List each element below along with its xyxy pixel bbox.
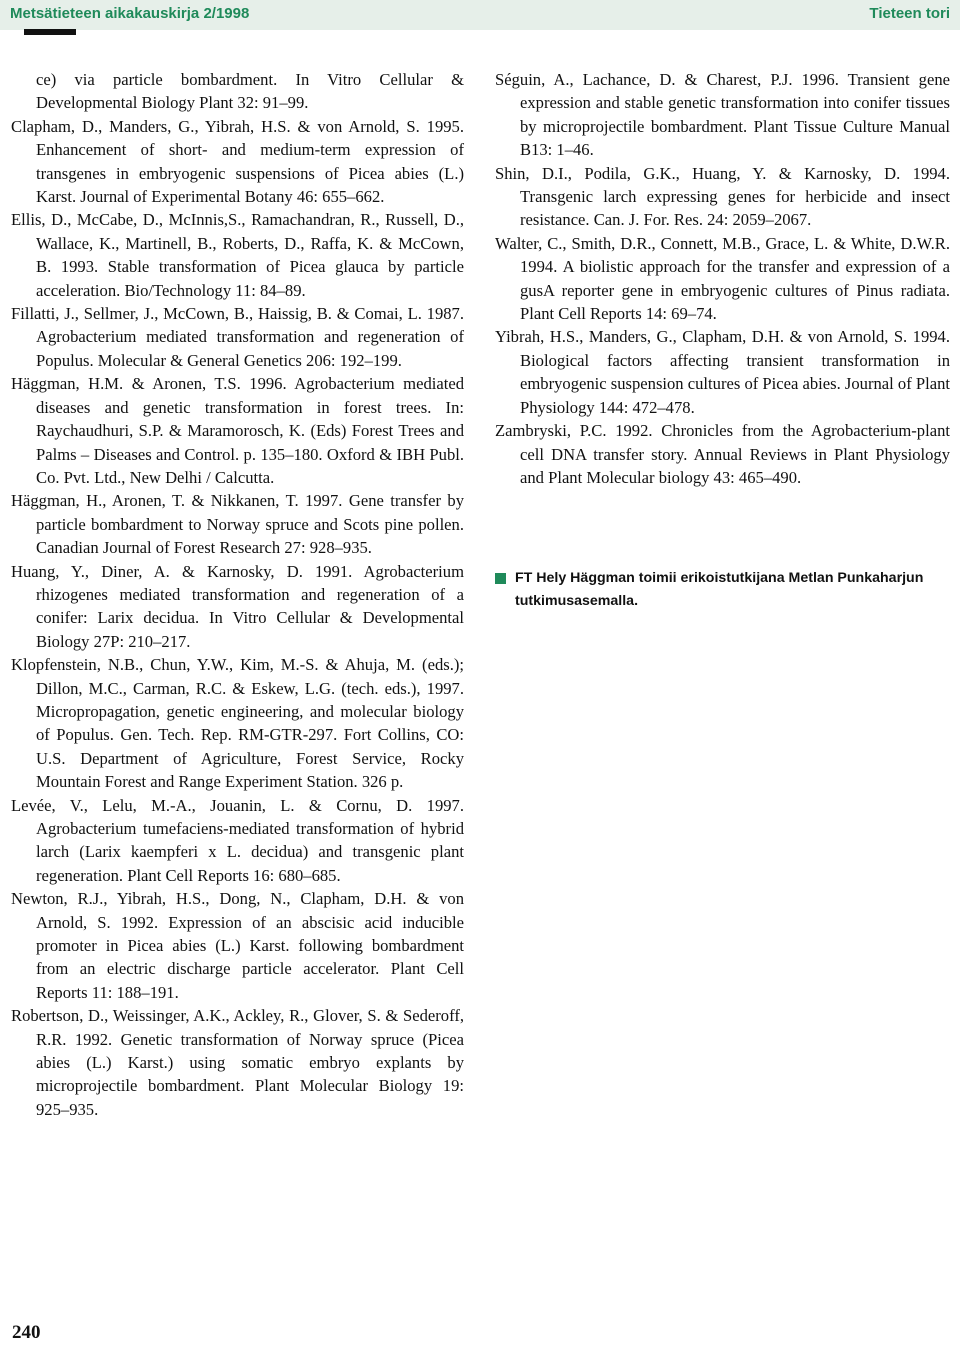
reference-entry: Robertson, D., Weissinger, A.K., Ackley, R., Glover, S. & Sederoff, R.R. 1992. Genetic transformation of Norway spruce (Picea abies (L.) Karst.) using somatic embryo explants by microprojectile bombardment. Plant Molecular Biology 19: 925–935.	[11, 1006, 464, 1119]
header-accent-bar	[24, 29, 76, 35]
page-header	[0, 0, 960, 30]
reference-entry: Fillatti, J., Sellmer, J., McCown, B., Haissig, B. & Comai, L. 1987. Agrobacterium mediated transformation and regeneration of Populus. Molecular & General Genetics 206: 192–199.	[11, 304, 464, 370]
author-note-text: FT Hely Häggman toimii erikoistutkijana Metlan Punkaharjun tutkimusasemalla.	[515, 570, 924, 610]
reference-entry: Huang, Y., Diner, A. & Karnosky, D. 1991. Agrobacterium rhizogenes mediated transformation and regeneration of a conifer: Larix decidua. In Vitro Cellular & Developmental Biology 27P: 210–217.	[11, 561, 464, 651]
author-note	[495, 567, 950, 613]
reference-entry: ce) via particle bombardment. In Vitro Cellular & Developmental Biology Plant 32: 91–99.	[36, 70, 464, 113]
reference-entry: Shin, D.I., Podila, G.K., Huang, Y. & Karnosky, D. 1994. Transgenic larch expressing genes for herbicide and insect resistance. Can. J. For. Res. 24: 2059–2067.	[495, 163, 950, 230]
left-column-references	[11, 68, 464, 1121]
reference-entry: Ellis, D., McCabe, D., McInnis,S., Ramachandran, R., Russell, D., Wallace, K., Martinell, B., Roberts, D., Raffa, K. & McCown, B. 1993. Stable transformation of Picea glauca by particle acceleration. Bio/Technology 11: 84–89.	[11, 210, 464, 300]
reference-entry: Séguin, A., Lachance, D. & Charest, P.J. 1996. Transient gene expression and stable genetic transformation into conifer tissues by microprojectile bombardment. Plant Tissue Culture Manual B13: 1–46.	[495, 70, 950, 160]
right-column-references	[495, 68, 950, 613]
reference-entry: Häggman, H.M. & Aronen, T.S. 1996. Agrobacterium mediated diseases and genetic transformation in forest trees. In: Raychaudhuri, S.P. & Maramorosch, K. (Eds) Forest Trees and Palms – Diseases and Control. p. 135–180. Oxford & IBH Publ. Co. Pvt. Ltd., New Delhi / Calcutta.	[11, 374, 464, 487]
reference-entry: Häggman, H., Aronen, T. & Nikkanen, T. 1997. Gene transfer by particle bombardment to Norway spruce and Scots pine pollen. Canadian Journal of Forest Research 27: 928–935.	[11, 491, 464, 558]
reference-entry: Levée, V., Lelu, M.-A., Jouanin, L. & Cornu, D. 1997. Agrobacterium tumefaciens-mediated transformation of hybrid larch (Larix kaempferi x L. decidua) and transgenic plant regeneration. Plant Cell Reports 16: 680–685.	[11, 795, 464, 885]
journal-title: Metsätieteen aikakauskirja 2/1998	[10, 5, 250, 22]
page-number: 240	[12, 1322, 41, 1343]
reference-entry: Walter, C., Smith, D.R., Connett, M.B., Grace, L. & White, D.W.R. 1994. A biolistic approach for the transfer and expression of a gusA reporter gene in embryogenic cultures of Pinus radiata. Plant Cell Reports 14: 69–74.	[495, 233, 950, 324]
reference-entry: Zambryski, P.C. 1992. Chronicles from the Agrobacterium-plant cell DNA transfer story. Annual Reviews in Plant Physiology and Plant Molecular biology 43: 465–490.	[495, 421, 950, 487]
reference-entry: Klopfenstein, N.B., Chun, Y.W., Kim, M.-S. & Ahuja, M. (eds.); Dillon, M.C., Carman, R.C. & Eskew, L.G. (tech. eds.), 1997. Micropropagation, genetic engineering, and molecular biology of Populus. Gen. Tech. Rep. RM-GTR-297. Fort Collins, CO: U.S. Department of Agriculture, Forest Service, Rocky Mountain Forest and Range Experiment Station. 326 p.	[11, 655, 464, 792]
reference-entry: Clapham, D., Manders, G., Yibrah, H.S. & von Arnold, S. 1995. Enhancement of short- and medium-term expression of transgenes in embryogenic suspensions of Picea abies (L.) Karst. Journal of Experimental Botany 46: 655–662.	[11, 116, 464, 207]
header-divider	[0, 30, 960, 34]
reference-entry: Yibrah, H.S., Manders, G., Clapham, D.H. & von Arnold, S. 1994. Biological factors affecting transient transformation in embryogenic suspension cultures of Picea abies. Journal of Plant Physiology 144: 472–478.	[495, 327, 950, 417]
reference-entry: Newton, R.J., Yibrah, H.S., Dong, N., Clapham, D.H. & von Arnold, S. 1992. Expression of an abscisic acid inducible promoter in Picea abies (L.) Karst. following bombardment from an electric discharge particle accelerator. Plant Cell Reports 11: 188–191.	[11, 889, 464, 1002]
green-square-bullet-icon	[495, 573, 506, 584]
section-title: Tieteen tori	[869, 5, 950, 22]
